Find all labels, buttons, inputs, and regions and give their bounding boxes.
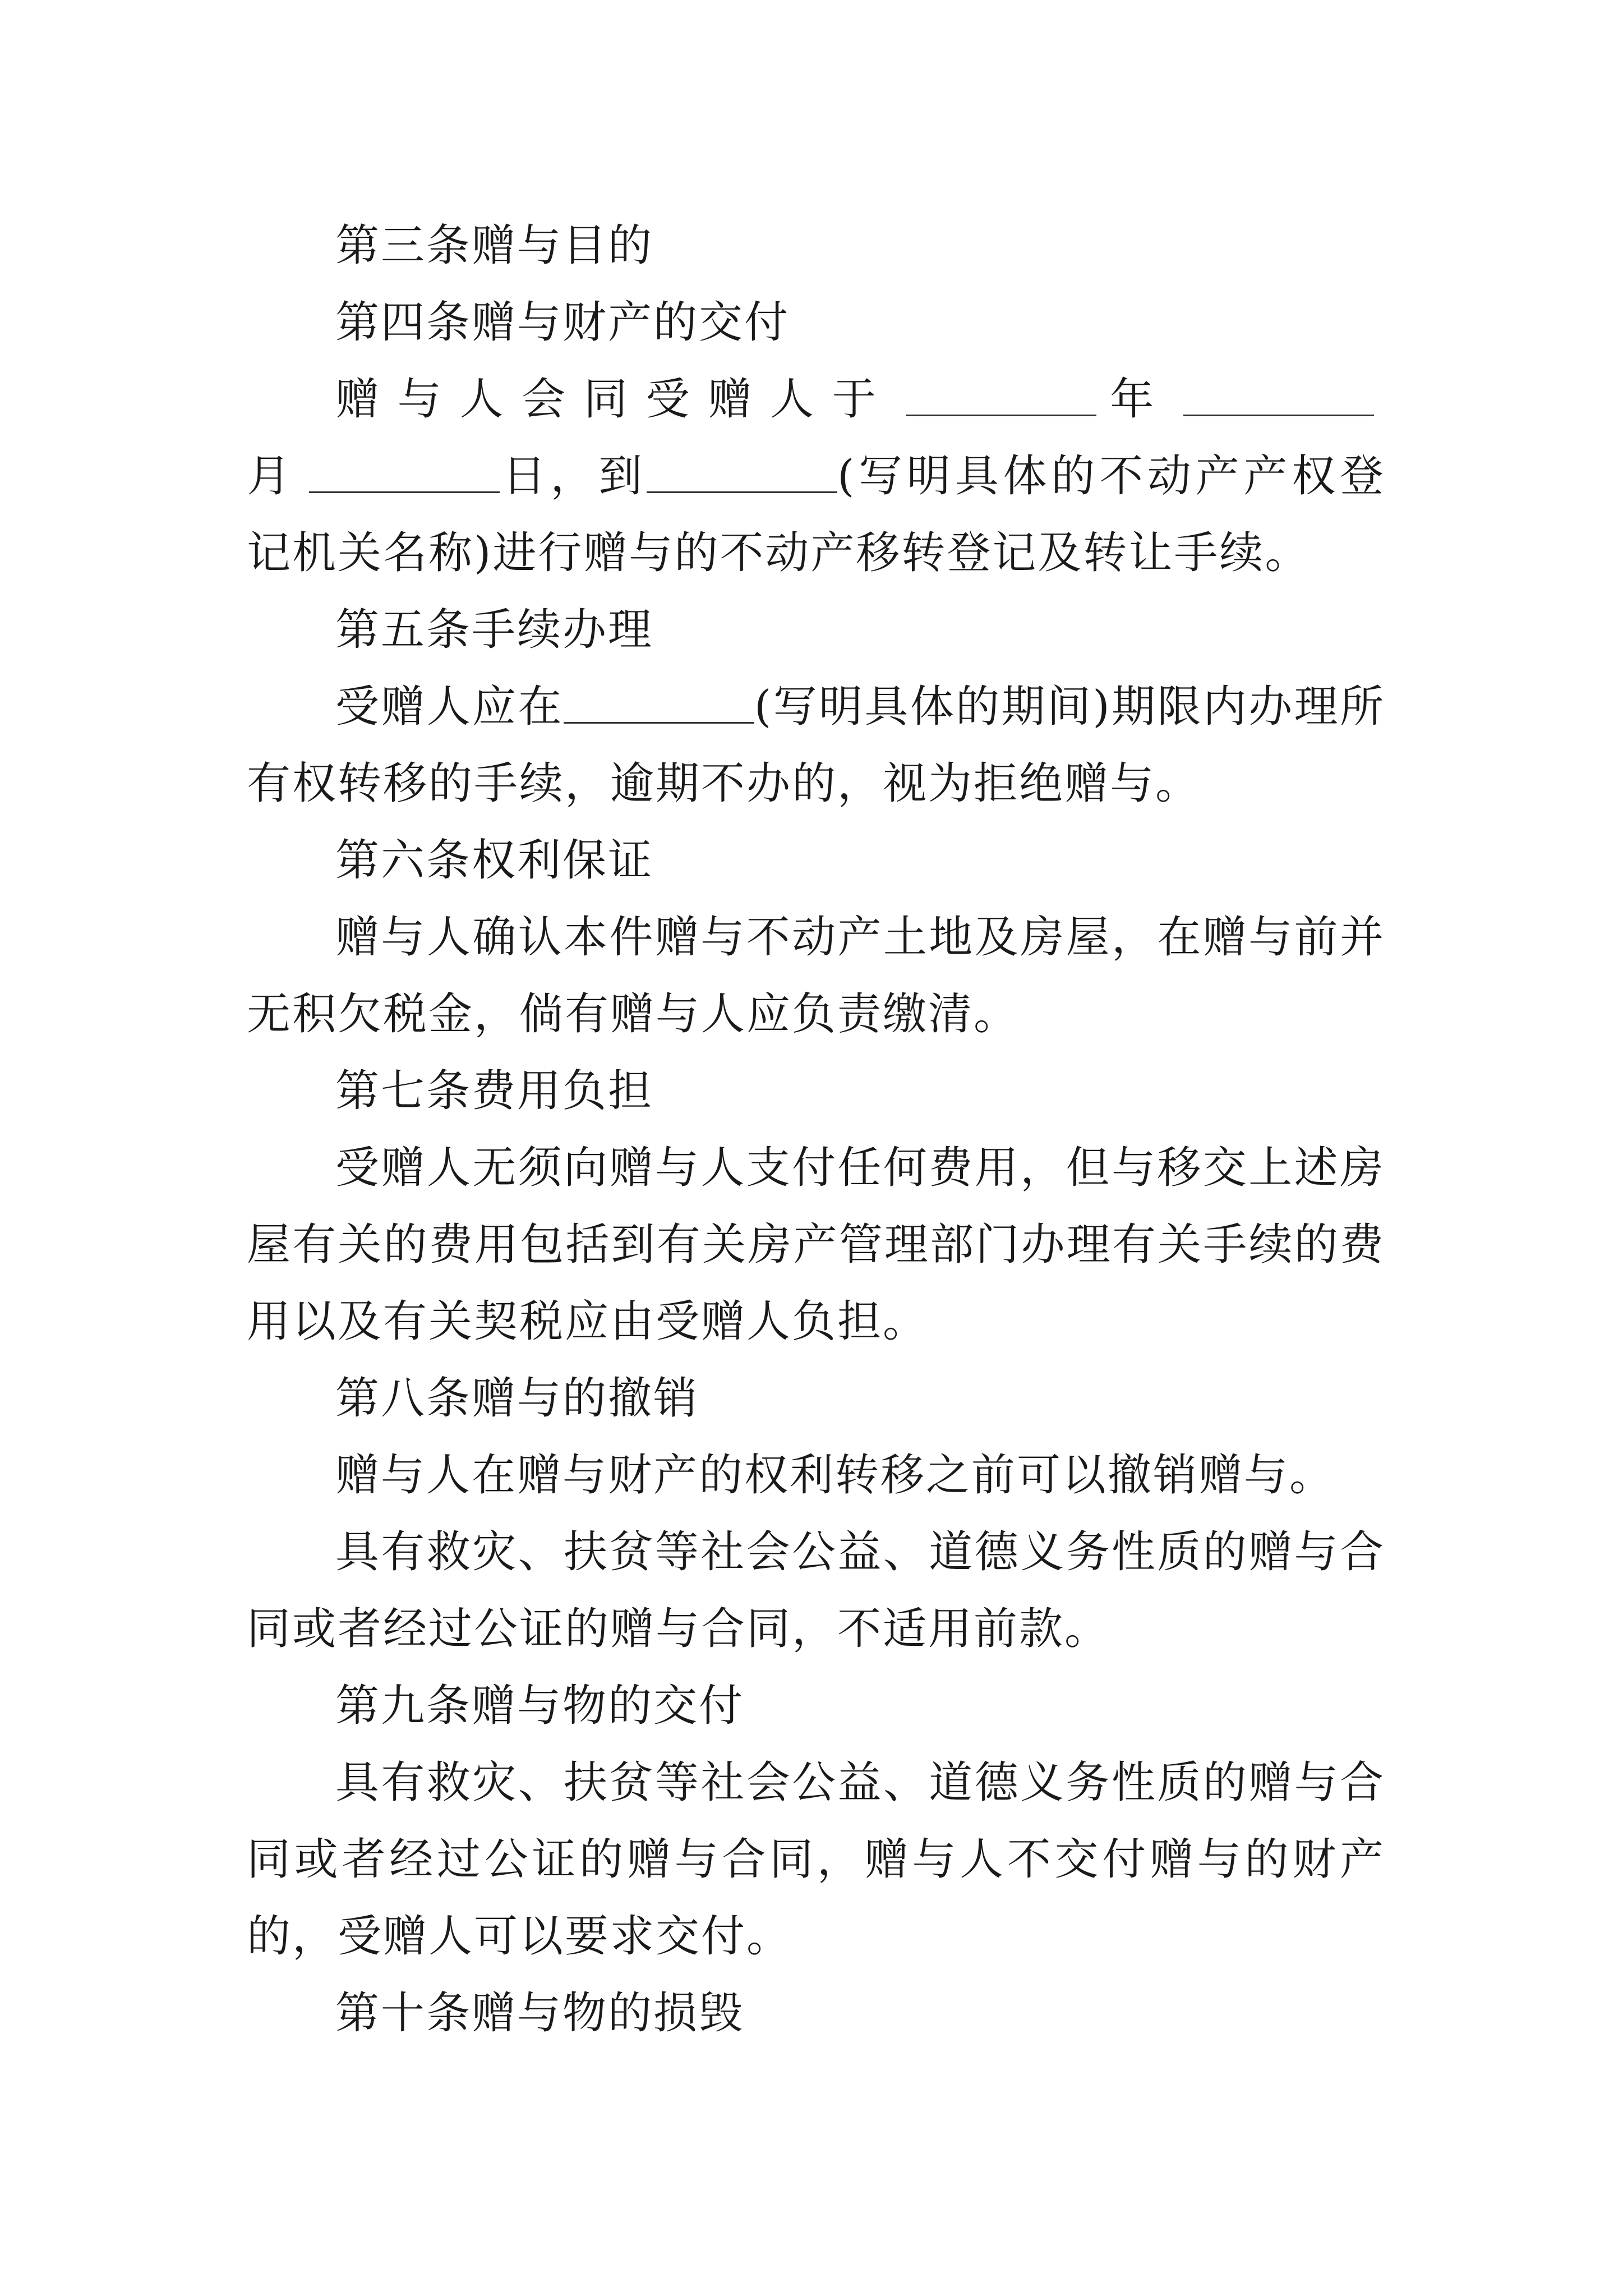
article-8-heading: 第八条赠与的撤销 [335,1373,699,1424]
article-7-heading: 第七条费用负担 [335,1066,654,1116]
registration-authority-blank [647,458,837,493]
article-10-heading: 第十条赠与物的损毁 [335,1988,745,2039]
article-9-heading: 第九条赠与物的交付 [335,1681,745,1731]
article-5-heading: 第五条手续办理 [335,605,654,655]
month-blank [1183,381,1374,416]
document-body [247,208,1385,2052]
article-8-paragraph-1: 赠与人在赠与财产的权利转移之前可以撤销赠与。 [335,1450,1335,1501]
article-7-paragraph: 受赠人无须向赠与人支付任何费用，但与移交上述房屋有关的费用包括到有关房产管理部门办理有关手续的费用以及有关契税应由受赠人负担。 [247,1143,1385,1347]
article-4-paragraph [247,361,1385,592]
article-5-text-b: (写明具体的期间)期限内办理所有权转移的手续，逾期不办的，视为拒绝赠与。 [247,682,1385,809]
year-label: 年 [1107,374,1172,425]
day-label: 日，到 [499,451,647,501]
article-6-heading: 第六条权利保证 [335,835,654,886]
day-blank [309,458,500,493]
article-4-heading: 第四条赠与财产的交付 [335,297,790,348]
article-5-paragraph [247,669,1385,822]
article-4-text-a: 赠与人会同受赠人于 [335,374,895,425]
article-4-text-b: (写明具体的不动产产权登记机关名称)进行赠与的不动产移转登记及转让手续。 [247,451,1385,578]
article-6-paragraph: 赠与人确认本件赠与不动产土地及房屋，在赠与前并无积欠税金，倘有赠与人应负责缴清。 [247,912,1385,1039]
month-label: 月 [247,451,309,501]
year-blank [906,381,1096,416]
article-8-paragraph-2: 具有救灾、扶贫等社会公益、道德义务性质的赠与合同或者经过公证的赠与合同，不适用前款。 [247,1527,1385,1654]
article-3-heading: 第三条赠与目的 [335,220,654,271]
period-blank [564,688,754,724]
article-5-text-a: 受赠人应在 [335,682,564,732]
article-9-paragraph: 具有救灾、扶贫等社会公益、道德义务性质的赠与合同或者经过公证的赠与合同，赠与人不交付赠与的财产的，受赠人可以要求交付。 [247,1757,1385,1962]
